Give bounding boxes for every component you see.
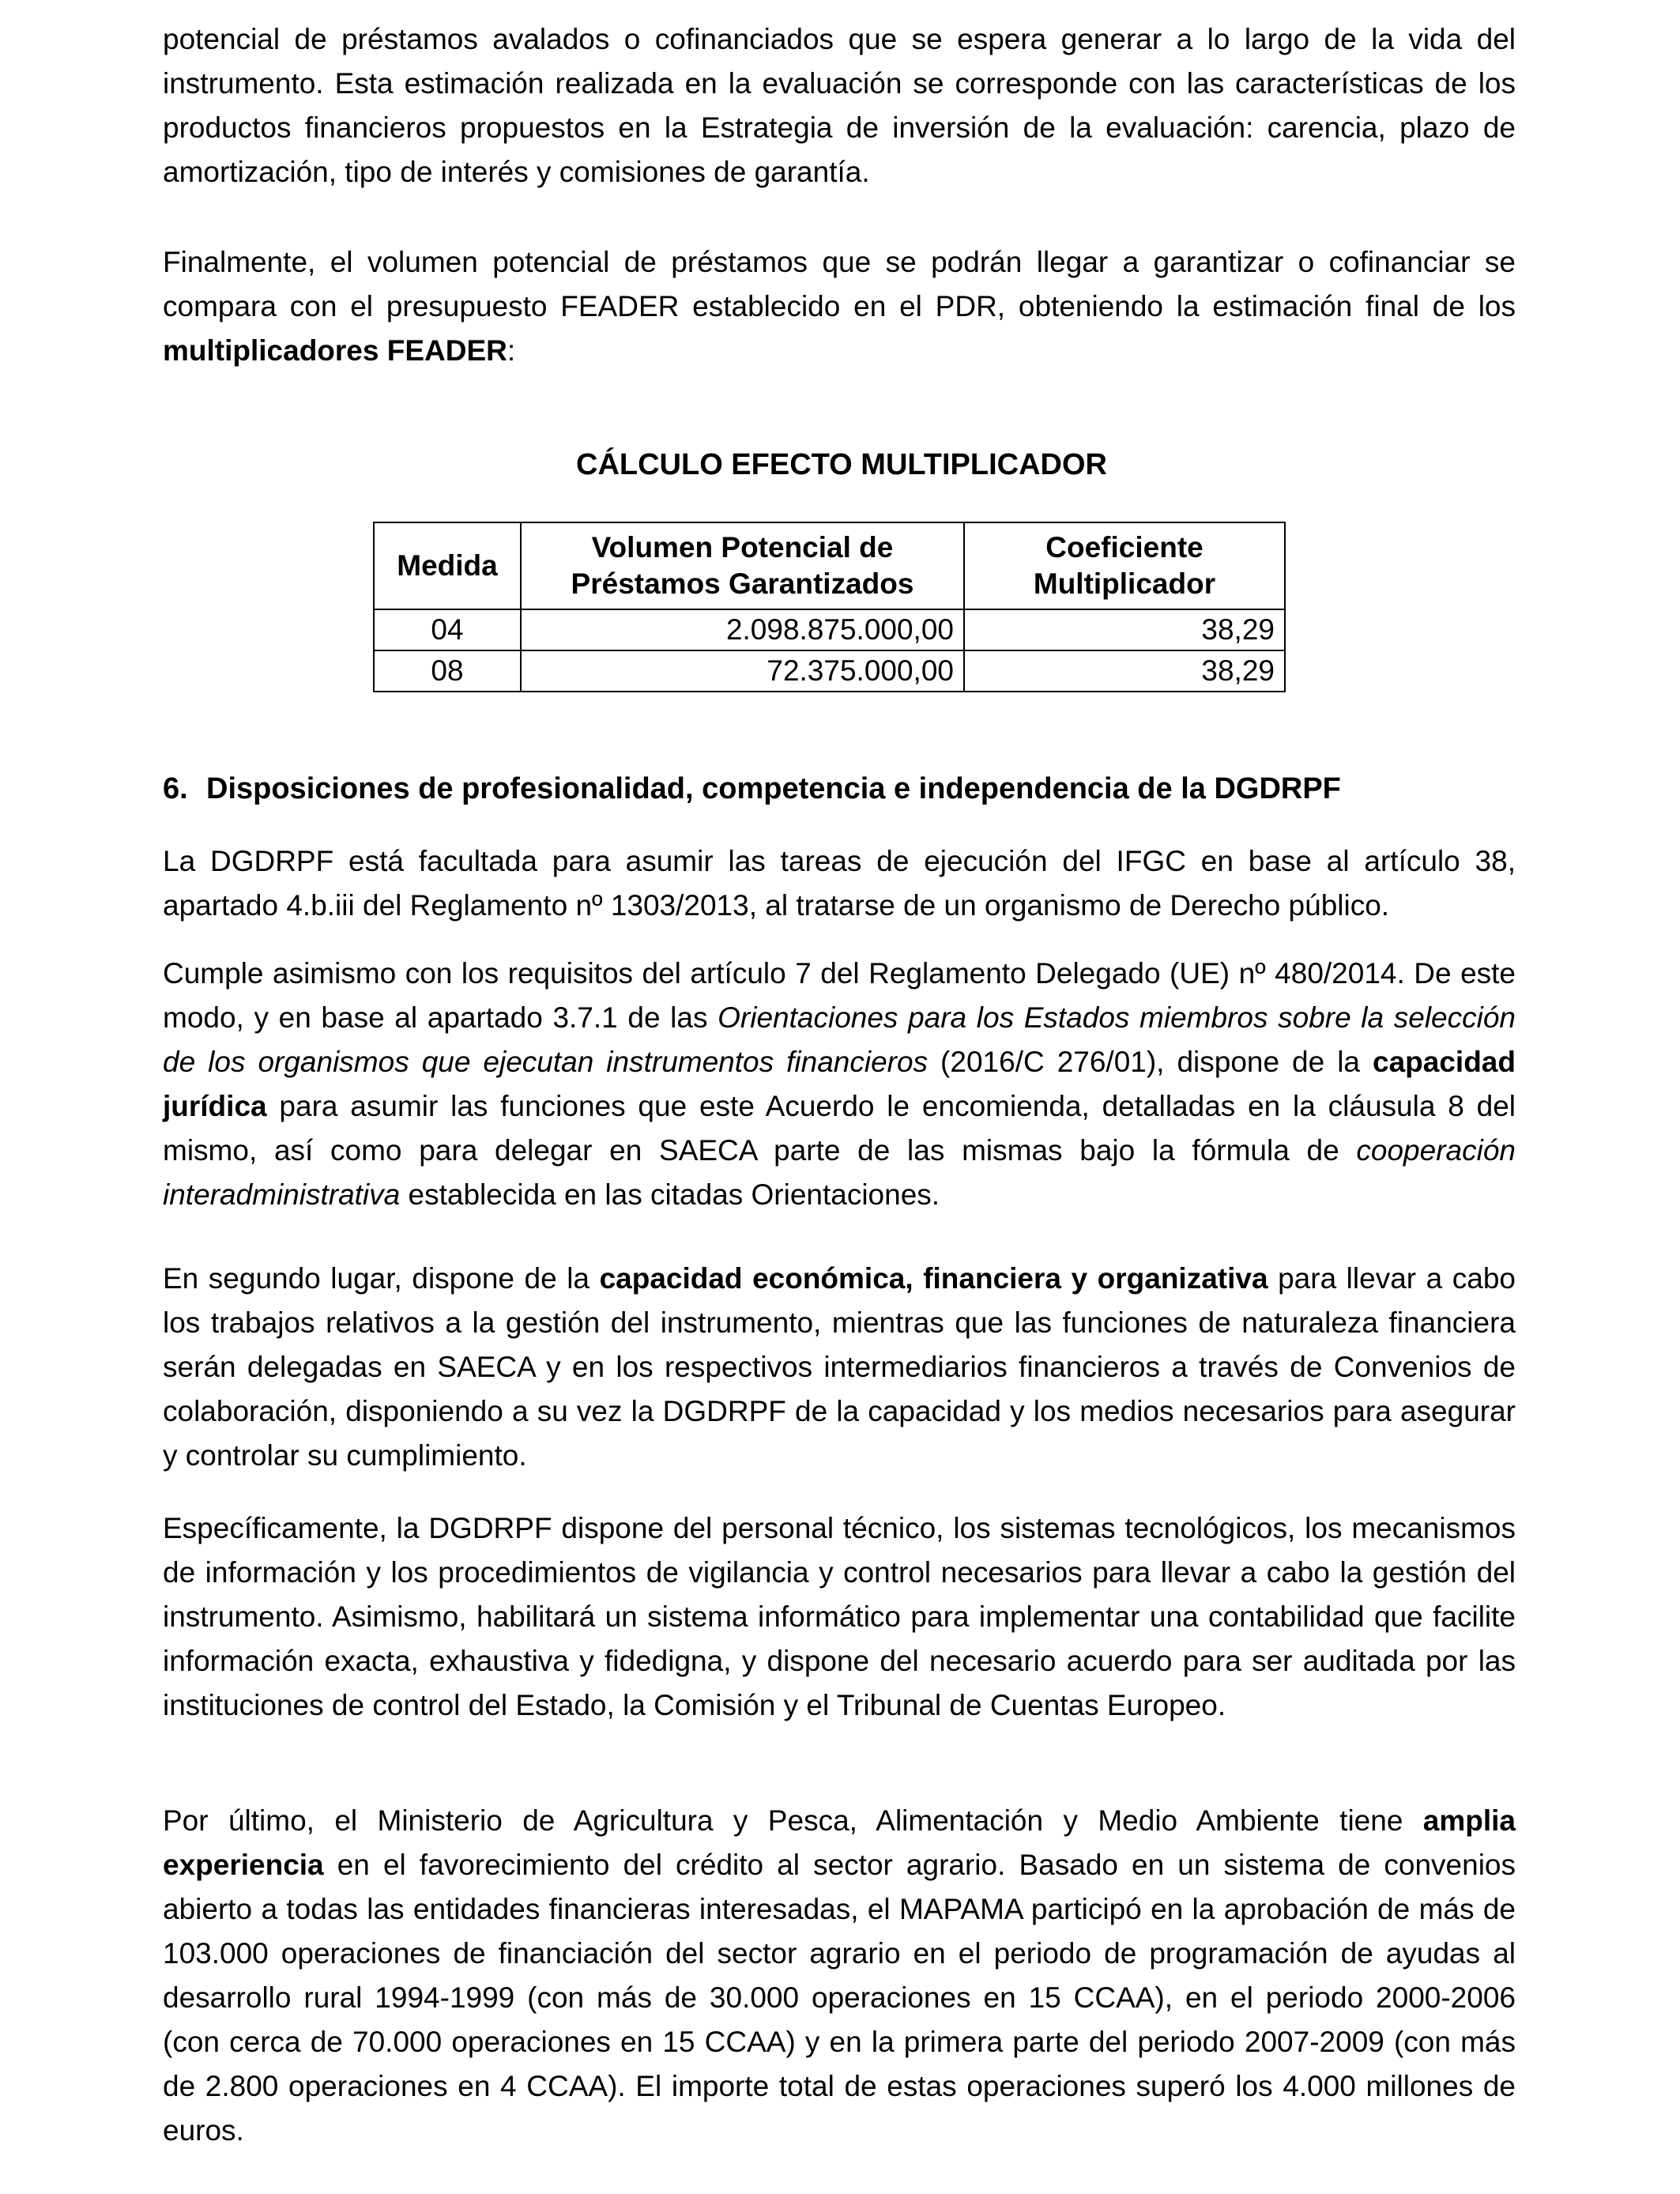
paragraph-text: en el favorecimiento del crédito al sector agrario. Basado en un sistema de convenios abierto a todas las entidades financieras interesadas, el MAPAMA participó en la aprobación de más de 103.000 operaciones de financiación del sector agrario en el periodo de programación de ayudas al desarrollo rural 1994-1999 (con más de 30.000 operaciones en 15 CCAA), en el periodo 2000-2006 (con cerca de 70.000 operaciones en 15 CCAA) y en la primera parte del periodo 2007-2009 (con más de 2.800 operaciones en 4 CCAA). El importe total de estas operaciones superó los 4.000 millones de euros. xyxy=(163,1849,1516,2147)
bold-text: multiplicadores FEADER xyxy=(163,334,507,367)
italic-text: Orientaciones para los Estados miembros sobre la selección de los organismos que ejecutan instrumentos financieros xyxy=(163,1001,1516,1078)
cell-coeficiente: 38,29 xyxy=(964,650,1285,692)
paragraph-text: Específicamente, la DGDRPF dispone del personal técnico, los sistemas tecnológicos, los mecanismos de información y los procedimientos de vigilancia y control necesarios para llevar a cabo la gestión del instrumento. Asimismo, habilitará un sistema informático para implementar una contabilidad que facilite información exacta, exhaustiva y fidedigna, y dispone del necesario acuerdo para ser auditada por las instituciones de control del Estado, la Comisión y el Tribunal de Cuentas Europeo. xyxy=(163,1512,1516,1721)
cell-medida: 04 xyxy=(374,609,521,650)
header-line: Multiplicador xyxy=(1033,567,1216,600)
paragraph-text: Finalmente, el volumen potencial de préstamos que se podrán llegar a garantizar o cofinanciar se compara con el presupuesto FEADER establecido en el PDR, obteniendo la estimación final de los xyxy=(163,246,1516,322)
paragraph-text: establecida en las citadas Orientaciones. xyxy=(400,1178,940,1211)
italic-text: cooperación interadministrativa xyxy=(163,1134,1516,1211)
paragraph-text: potencial de préstamos avalados o cofinanciados que se espera generar a lo largo de la vida del instrumento. Esta estimación realizada en la evaluación se corresponde con las características de los productos financieros propuestos en la Estrategia de inversión de la evaluación: carencia, plazo de amortización, tipo de interés y comisiones de garantía. xyxy=(163,23,1516,188)
multiplier-table xyxy=(373,522,1286,692)
table-title: CÁLCULO EFECTO MULTIPLICADOR xyxy=(576,448,1107,481)
section-title: Disposiciones de profesionalidad, competencia e independencia de la DGDRPF xyxy=(206,772,1341,805)
bold-text: amplia experiencia xyxy=(163,1804,1516,1881)
paragraph-text: para asumir las funciones que este Acuerdo le encomienda, detalladas en la cláusula 8 del mismo, así como para delegar en SAECA parte de las mismas bajo la fórmula de xyxy=(163,1090,1516,1167)
cell-medida: 08 xyxy=(374,650,521,692)
header-line: Volumen Potencial de xyxy=(591,531,894,564)
cell-volumen: 2.098.875.000,00 xyxy=(521,609,964,650)
header-line: Préstamos Garantizados xyxy=(571,567,914,600)
table-row xyxy=(374,609,1285,650)
paragraph-intro xyxy=(163,17,1516,194)
header-volumen xyxy=(521,522,964,609)
paragraph-text: En segundo lugar, dispone de la xyxy=(163,1262,600,1295)
table-header-row xyxy=(374,522,1285,609)
paragraph-cumple xyxy=(163,952,1516,1217)
cell-coeficiente: 38,29 xyxy=(964,609,1285,650)
paragraph-segundo-lugar xyxy=(163,1257,1516,1478)
paragraph-text: (2016/C 276/01), dispone de la xyxy=(928,1046,1373,1078)
paragraph-facultada xyxy=(163,839,1516,928)
paragraph-finalmente xyxy=(163,240,1516,373)
bold-text: capacidad jurídica xyxy=(163,1046,1516,1122)
header-line: Coeficiente xyxy=(1045,531,1203,564)
cell-volumen: 72.375.000,00 xyxy=(521,650,964,692)
paragraph-text: Cumple asimismo con los requisitos del artículo 7 del Reglamento Delegado (UE) nº 480/2014. De este modo, y en base al apartado 3.7.1 de las xyxy=(163,957,1516,1034)
section-heading xyxy=(163,767,1516,811)
paragraph-por-ultimo xyxy=(163,1799,1516,2153)
paragraph-text: La DGDRPF está facultada para asumir las tareas de ejecución del IFGC en base al artículo 38, apartado 4.b.iii del Reglamento nº 1303/2013, al tratarse de un organismo de Derecho público. xyxy=(163,845,1516,922)
paragraph-text: para llevar a cabo los trabajos relativos a la gestión del instrumento, mientras que las funciones de naturaleza financiera serán delegadas en SAECA y en los respectivos intermediarios financieros a través de Convenios de colaboración, disponiendo a su vez la DGDRPF de la capacidad y los medios necesarios para asegurar y controlar su cumplimiento. xyxy=(163,1262,1516,1472)
paragraph-especificamente xyxy=(163,1506,1516,1728)
table-row xyxy=(374,650,1285,692)
paragraph-text: Por último, el Ministerio de Agricultura y Pesca, Alimentación y Medio Ambiente tiene xyxy=(163,1804,1423,1837)
header-coeficiente xyxy=(964,522,1285,609)
paragraph-text: : xyxy=(507,334,516,367)
section-number: 6. xyxy=(163,772,188,805)
bold-text: capacidad económica, financiera y organizativa xyxy=(599,1262,1268,1295)
header-medida: Medida xyxy=(374,522,521,609)
